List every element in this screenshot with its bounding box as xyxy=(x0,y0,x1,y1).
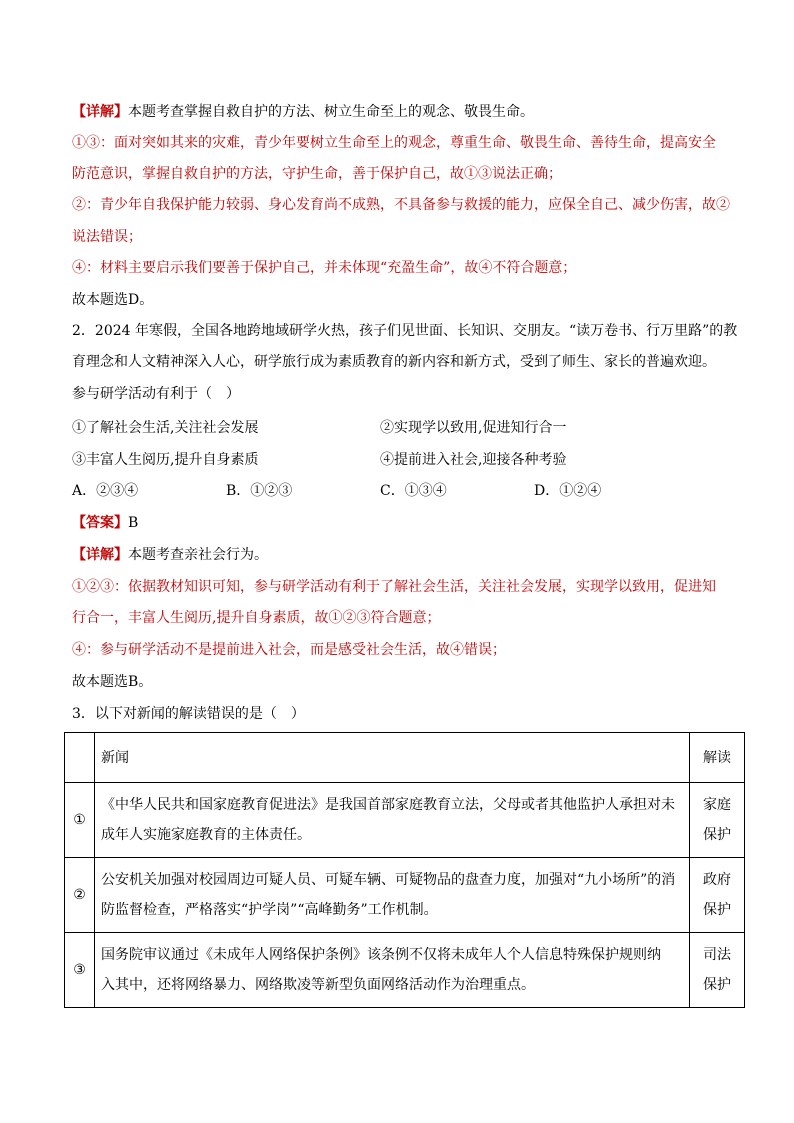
table-row xyxy=(65,933,745,1008)
news-text-line: 国务院审议通过《未成年人网络保护条例》该条例不仅将未成年人个人信息特殊保护规则纳 xyxy=(101,947,661,963)
news-text-line: 公安机关加强对校园周边可疑人员、可疑车辆、可疑物品的盘查力度，加强对“九小场所”的消 xyxy=(101,872,676,888)
question-stem-line: 参与研学活动有利于（ ） xyxy=(72,386,240,402)
interpretation-category: 司法保护 xyxy=(703,947,731,993)
question-stem-line: 2．2024 年寒假，全国各地跨地域研学火热，孩子们见世面、长知识、交朋友。“读万卷书、行万里路”的教 xyxy=(72,323,738,339)
table-header-cell: 解读 xyxy=(690,733,745,783)
choice-c: C．①③④ xyxy=(380,483,447,499)
statement-1: ①了解社会生活,关注社会发展 xyxy=(72,420,259,436)
answer-line xyxy=(72,513,138,533)
q2-analysis-intro-line xyxy=(72,545,268,565)
analysis-line: ④：材料主要启示我们要善于保护自己，并未体现“充盈生命”，故④不符合题意； xyxy=(72,260,577,276)
table-row xyxy=(65,783,745,858)
news-text xyxy=(95,783,690,858)
news-text-line: 成年人实施家庭教育的主体责任。 xyxy=(101,827,311,843)
row-number: ② xyxy=(65,858,95,933)
statement-3: ③丰富人生阅历,提升自身素质 xyxy=(72,452,259,468)
q1-analysis-intro-line xyxy=(72,102,534,122)
row-number: ① xyxy=(65,783,95,858)
answer-value: B xyxy=(128,515,139,531)
choice-b: B．①②③ xyxy=(226,483,293,499)
analysis-intro: 本题考查亲社会行为。 xyxy=(128,547,268,563)
statement-2: ②实现学以致用,促进知行合一 xyxy=(380,420,567,436)
question-stem-line: 育理念和人文精神深入人心，研学旅行成为素质教育的新内容和新方式，受到了师生、家长的普遍欢迎。 xyxy=(72,354,716,370)
interpretation-category: 家庭保护 xyxy=(703,797,731,843)
analysis-line: 防范意识，掌握自救自护的方法，守护生命，善于保护自己，故①③说法正确； xyxy=(72,166,562,182)
answer-tag: 【答案】 xyxy=(72,515,128,531)
news-table xyxy=(64,732,745,1008)
news-text-line: 入其中，还将网络暴力、网络欺凌等新型负面网络活动作为治理重点。 xyxy=(101,977,535,993)
conclusion: 故本题选D。 xyxy=(72,292,154,308)
analysis-line: ①②③：依据教材知识可知，参与研学活动有利于了解社会生活，关注社会发展，实现学以致用，促进知 xyxy=(72,579,716,595)
news-text-line: 防监督检查，严格落实“护学岗”“高峰勤务”工作机制。 xyxy=(101,902,438,918)
interpretation-category: 政府保护 xyxy=(703,872,731,918)
question-stem-line: 3．以下对新闻的解读错误的是（ ） xyxy=(72,706,305,722)
row-number: ③ xyxy=(65,933,95,1008)
choice-a: A．②③④ xyxy=(72,483,139,499)
table-header-cell xyxy=(65,733,95,783)
table-row xyxy=(65,858,745,933)
analysis-line: ②：青少年自我保护能力较弱、身心发育尚不成熟，不具备参与救援的能力，应保全自己、减少伤害，故② xyxy=(72,197,730,213)
analysis-line: ①③：面对突如其来的灾难，青少年要树立生命至上的观念，尊重生命、敬畏生命、善待生命，提高安全 xyxy=(72,135,716,151)
choice-d: D．①②④ xyxy=(534,483,602,499)
news-text xyxy=(95,933,690,1008)
analysis-intro: 本题考查掌握自救自护的方法、树立生命至上的观念、敬畏生命。 xyxy=(128,104,534,120)
analysis-line: 说法错误； xyxy=(72,229,142,245)
analysis-line: ④：参与研学活动不是提前进入社会，而是感受社会生活，故④错误； xyxy=(72,642,506,658)
statement-4: ④提前进入社会,迎接各种考验 xyxy=(380,452,567,468)
conclusion: 故本题选B。 xyxy=(72,674,153,690)
analysis-tag: 【详解】 xyxy=(72,104,128,120)
analysis-tag: 【详解】 xyxy=(72,547,128,563)
news-text-line: 《中华人民共和国家庭教育促进法》是我国首部家庭教育立法，父母或者其他监护人承担对未 xyxy=(101,797,675,813)
table-header-cell: 新闻 xyxy=(95,733,690,783)
news-text xyxy=(95,858,690,933)
analysis-line: 行合一，丰富人生阅历,提升自身素质，故①②③符合题意； xyxy=(72,610,441,626)
table-header-row xyxy=(65,733,745,783)
